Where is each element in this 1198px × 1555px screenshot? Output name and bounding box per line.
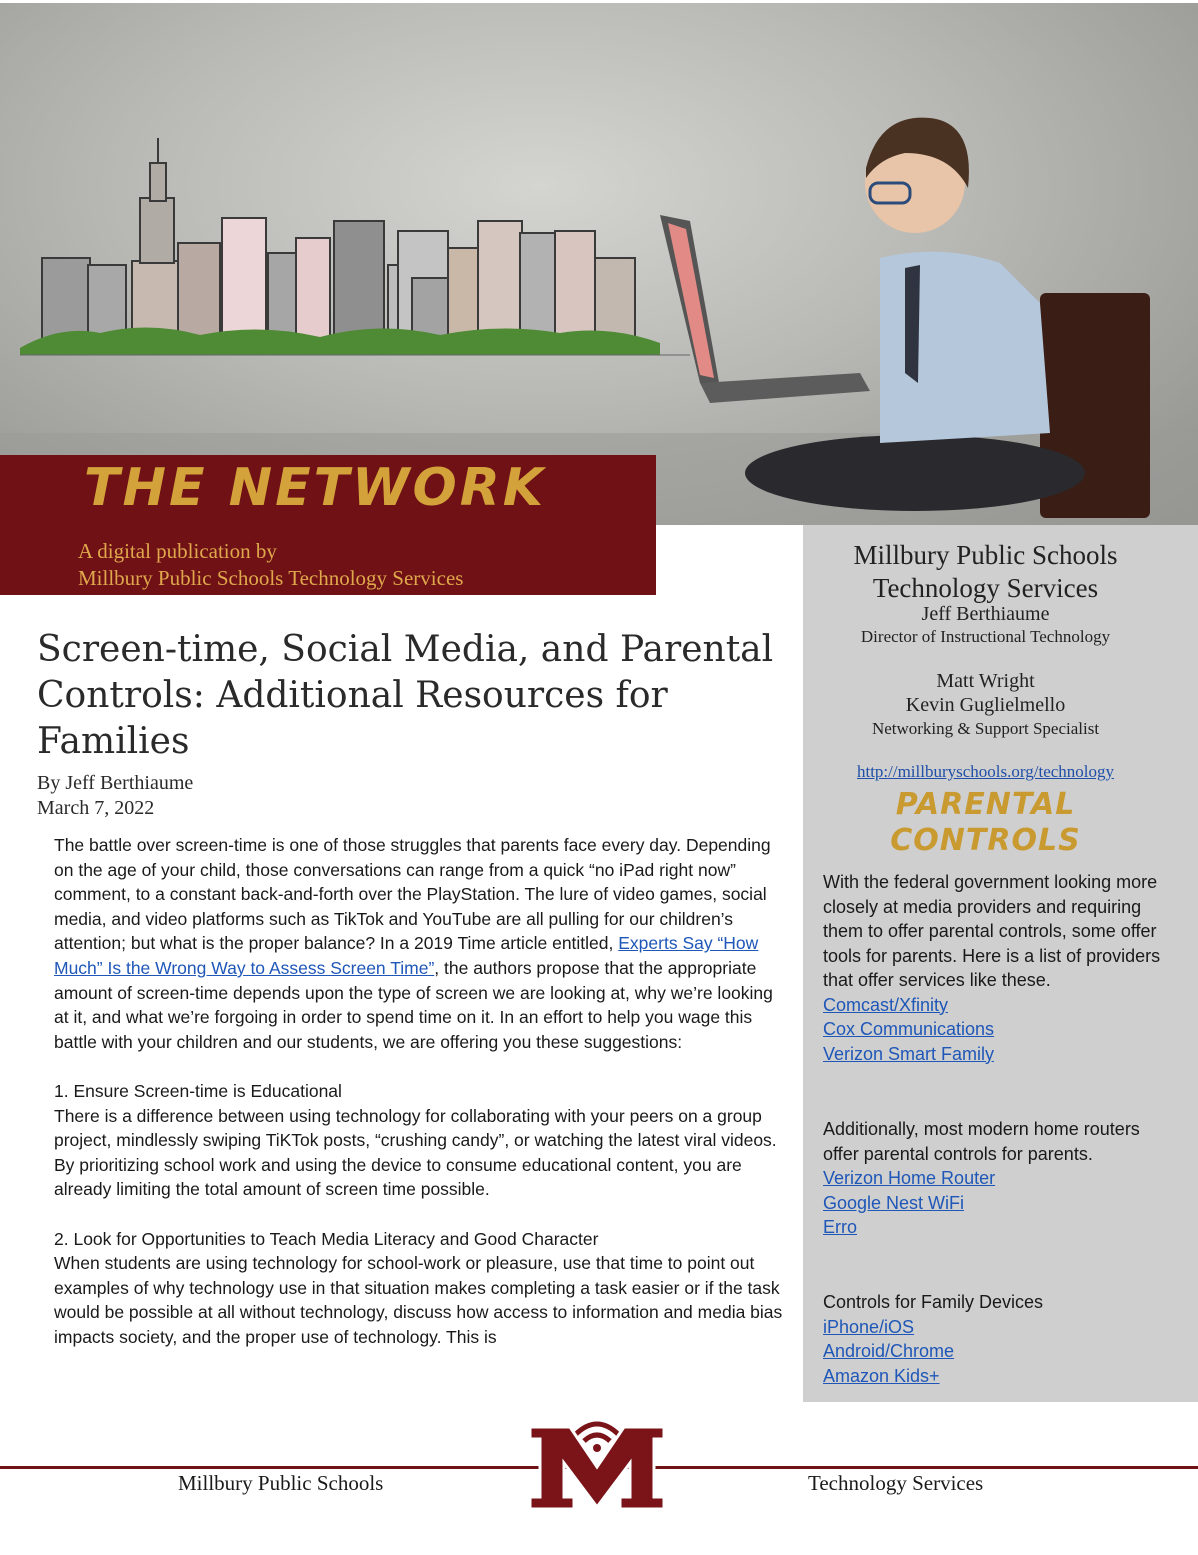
time-article-link[interactable]: Experts Say “How Much” Is the Wrong Way to Assess Screen Time”: [54, 933, 759, 978]
sidebar-staff-title: Networking & Support Specialist: [871, 719, 1100, 738]
sidebar-staff-1: Matt Wright: [936, 670, 1035, 692]
router-link-erro[interactable]: Erro: [823, 1217, 858, 1237]
section2-heading: 2. Look for Opportunities to Teach Media Literacy and Good Character: [54, 1228, 599, 1249]
intro-text-before: The battle over screen-time is one of those struggles that parents face every day. Depending on the age of your child, those conversations can range from a quick “no iPad right now” comment, to a constant back-and-forth over the PlayStation. The lure of video games, social media, and video platforms such as TikTok and YouTube are all pulling for our children’s attention; but what is the proper balance? In a 2019 Time article entitled,: [54, 835, 771, 954]
footer-left-text: Millbury Public Schools: [178, 1471, 384, 1495]
provider-link-verizon-smart-family[interactable]: Verizon Smart Family: [823, 1043, 995, 1064]
parental-heading-line1: PARENTAL: [895, 787, 1076, 822]
sidebar-staff-2: Kevin Guglielmello: [905, 694, 1066, 716]
router-link-google-nest[interactable]: Google Nest WiFi: [823, 1192, 965, 1213]
article-date: March 7, 2022: [37, 797, 155, 819]
provider-link-comcast[interactable]: Comcast/Xfinity: [823, 994, 949, 1015]
devices-section: [823, 1290, 1163, 1388]
parental-controls-heading: [803, 787, 1168, 859]
sidebar-org-line1: Millbury Public Schools: [853, 540, 1118, 570]
article-body: [54, 833, 789, 1349]
parental-heading-line2: CONTROLS: [890, 823, 1081, 858]
hero-image: [0, 3, 1198, 525]
devices-intro: Controls for Family Devices: [823, 1292, 1044, 1312]
device-link-android[interactable]: Android/Chrome: [823, 1341, 955, 1361]
section1-body: There is a difference between using technology for collaborating with your peers on a group project, mindlessly swiping TiKTok posts, “crushing candy”, or watching the latest viral videos. By prioritizing school work and using the device to consume educational content, you are already limiting the total amount of screen time possible.: [54, 1105, 777, 1200]
provider-link-cox[interactable]: Cox Communications: [823, 1019, 995, 1039]
skyline-boy-laptop-illustration: [0, 3, 1198, 525]
providers-section: [823, 870, 1163, 1066]
routers-intro: Additionally, most modern home routers offer parental controls for parents.: [823, 1119, 1140, 1164]
device-link-amazon-kids[interactable]: Amazon Kids+: [823, 1365, 940, 1386]
section1-heading: 1. Ensure Screen-time is Educational: [54, 1080, 342, 1101]
article-intro: [54, 833, 789, 1054]
footer-right-text: Technology Services: [808, 1471, 984, 1495]
sidebar-org-line2: Technology Services: [872, 573, 1099, 603]
masthead-title: THE NETWORK: [84, 458, 547, 518]
article-title: Screen-time, Social Media, and Parental Controls: Additional Resources for Families: [37, 629, 774, 762]
sidebar-director-name: Jeff Berthiaume: [921, 603, 1050, 625]
logo-letter: M: [596, 1501, 598, 1502]
device-link-iphone[interactable]: iPhone/iOS: [823, 1316, 915, 1337]
router-link-verizon[interactable]: Verizon Home Router: [823, 1168, 996, 1188]
routers-section: [823, 1117, 1163, 1240]
article-byline: [37, 771, 193, 821]
intro-text-after: , the authors propose that the appropriate amount of screen-time depends upon the type of screen we are looking at, why we’re looking at it, and what we’re forgoing in order to spend time on it. In an effort to help you wage this battle with your children and our students, we are offering you these suggestions:: [54, 957, 773, 1052]
masthead-subtitle-line1: A digital publication by: [78, 539, 277, 563]
masthead-subtitle: [78, 538, 463, 592]
article-author: By Jeff Berthiaume: [37, 772, 194, 794]
sidebar-org-name: [803, 539, 1168, 605]
providers-intro: With the federal government looking more closely at media providers and requiring them to offer parental controls, some offer tools for parents. Here is a list of providers that offer services like these.: [823, 872, 1161, 990]
sidebar-website-link[interactable]: http://millburyschools.org/technology: [856, 762, 1115, 781]
section2-body: When students are using technology for school-work or pleasure, use that time to point out examples of why technology use in that situation makes completing a task easier or if the task would be possible at all without technology, discuss how access to information and media bias impacts society, and the proper use of technology. This is: [54, 1253, 783, 1347]
wifi-m-logo: [526, 1405, 668, 1513]
masthead-subtitle-line2: Millbury Public Schools Technology Services: [78, 566, 464, 590]
sidebar-director-title: Director of Instructional Technology: [860, 627, 1111, 646]
